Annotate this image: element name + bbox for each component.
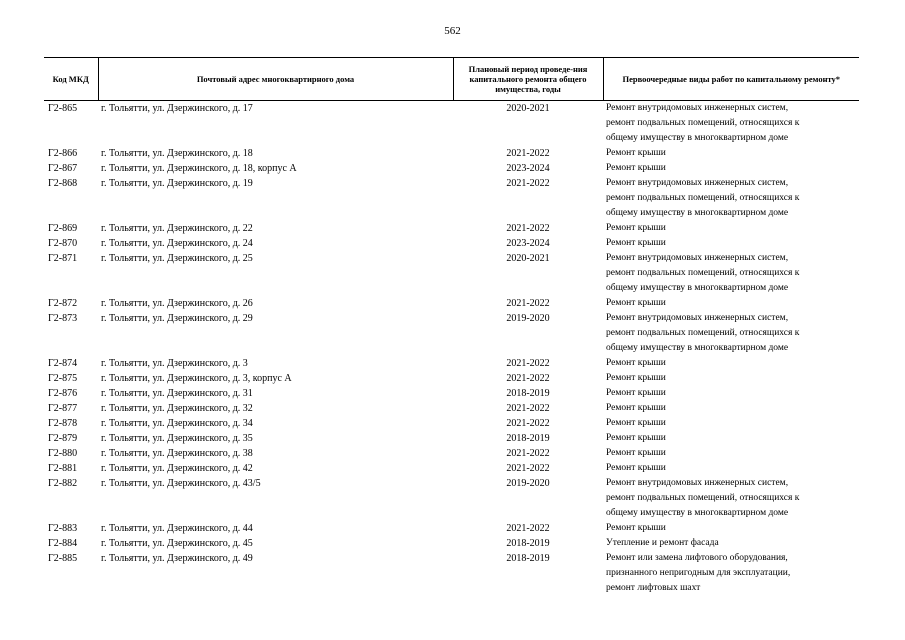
work-line: ремонт подвальных помещений, относящихся к xyxy=(606,118,800,128)
priority-works xyxy=(603,311,859,356)
table-row xyxy=(44,416,859,431)
planned-period: 2023-2024 xyxy=(506,163,550,174)
priority-works xyxy=(603,161,859,176)
planned-period: 2021-2022 xyxy=(506,523,550,534)
planned-period: 2018-2019 xyxy=(506,433,550,444)
planned-period: 2021-2022 xyxy=(506,298,550,309)
table-row xyxy=(44,251,859,296)
work-line: Ремонт крыши xyxy=(606,448,666,458)
table-row xyxy=(44,236,859,251)
planned-period: 2021-2022 xyxy=(506,178,550,189)
mkd-code: Г2-865 xyxy=(48,103,78,114)
mkd-code: Г2-875 xyxy=(48,373,78,384)
table-row xyxy=(44,311,859,356)
table-header-row xyxy=(44,58,859,101)
mkd-code: Г2-867 xyxy=(48,163,78,174)
priority-works xyxy=(603,476,859,521)
mkd-code: Г2-881 xyxy=(48,463,78,474)
postal-address: г. Тольятти, ул. Дзержинского, д. 18, корпус А xyxy=(101,163,297,174)
postal-address: г. Тольятти, ул. Дзержинского, д. 42 xyxy=(101,463,253,474)
priority-works xyxy=(603,536,859,551)
work-line: общему имуществу в многоквартирном доме xyxy=(606,283,789,293)
work-line: ремонт подвальных помещений, относящихся к xyxy=(606,328,800,338)
table-row xyxy=(44,551,859,596)
work-line: Ремонт крыши xyxy=(606,358,666,368)
mkd-code: Г2-871 xyxy=(48,253,78,264)
priority-works xyxy=(603,431,859,446)
mkd-code: Г2-869 xyxy=(48,223,78,234)
mkd-code: Г2-873 xyxy=(48,313,78,324)
priority-works xyxy=(603,236,859,251)
mkd-code: Г2-883 xyxy=(48,523,78,534)
priority-works xyxy=(603,461,859,476)
work-line: признанного непригодным для эксплуатации, xyxy=(606,568,791,578)
planned-period: 2021-2022 xyxy=(506,448,550,459)
priority-works xyxy=(603,551,859,596)
planned-period: 2018-2019 xyxy=(506,553,550,564)
priority-works xyxy=(603,446,859,461)
planned-period: 2021-2022 xyxy=(506,463,550,474)
work-line: Ремонт крыши xyxy=(606,418,666,428)
work-line: Ремонт крыши xyxy=(606,373,666,383)
work-line: Ремонт крыши xyxy=(606,403,666,413)
planned-period: 2021-2022 xyxy=(506,358,550,369)
priority-works xyxy=(603,356,859,371)
work-line: Ремонт крыши xyxy=(606,433,666,443)
work-line: общему имуществу в многоквартирном доме xyxy=(606,343,789,353)
planned-period: 2018-2019 xyxy=(506,538,550,549)
priority-works xyxy=(603,386,859,401)
table-row xyxy=(44,461,859,476)
planned-period: 2020-2021 xyxy=(506,103,550,114)
page-number: 562 xyxy=(444,25,461,37)
planned-period: 2021-2022 xyxy=(506,403,550,414)
mkd-code: Г2-878 xyxy=(48,418,78,429)
header-works: Первоочередные виды работ по капитальному ремонту* xyxy=(603,58,859,101)
planned-period: 2019-2020 xyxy=(506,478,550,489)
postal-address: г. Тольятти, ул. Дзержинского, д. 17 xyxy=(101,103,253,114)
table-row xyxy=(44,386,859,401)
postal-address: г. Тольятти, ул. Дзержинского, д. 19 xyxy=(101,178,253,189)
postal-address: г. Тольятти, ул. Дзержинского, д. 44 xyxy=(101,523,253,534)
planned-period: 2020-2021 xyxy=(506,253,550,264)
postal-address: г. Тольятти, ул. Дзержинского, д. 35 xyxy=(101,433,253,444)
table-row xyxy=(44,431,859,446)
table-row xyxy=(44,371,859,386)
work-line: Ремонт крыши xyxy=(606,163,666,173)
table-row xyxy=(44,101,859,147)
work-line: Ремонт внутридомовых инженерных систем, xyxy=(606,178,789,188)
mkd-code: Г2-877 xyxy=(48,403,78,414)
planned-period: 2023-2024 xyxy=(506,238,550,249)
postal-address: г. Тольятти, ул. Дзержинского, д. 25 xyxy=(101,253,253,264)
table-body xyxy=(44,101,859,597)
work-line: Ремонт внутридомовых инженерных систем, xyxy=(606,313,789,323)
postal-address: г. Тольятти, ул. Дзержинского, д. 43/5 xyxy=(101,478,261,489)
mkd-code: Г2-872 xyxy=(48,298,78,309)
priority-works xyxy=(603,371,859,386)
work-line: ремонт подвальных помещений, относящихся к xyxy=(606,268,800,278)
planned-period: 2021-2022 xyxy=(506,418,550,429)
priority-works xyxy=(603,296,859,311)
work-line: Ремонт крыши xyxy=(606,223,666,233)
table-row xyxy=(44,176,859,221)
mkd-code: Г2-870 xyxy=(48,238,78,249)
postal-address: г. Тольятти, ул. Дзержинского, д. 3 xyxy=(101,358,248,369)
table-row xyxy=(44,446,859,461)
priority-works xyxy=(603,101,859,147)
capital-repair-table xyxy=(44,57,859,596)
mkd-code: Г2-874 xyxy=(48,358,78,369)
mkd-code: Г2-880 xyxy=(48,448,78,459)
postal-address: г. Тольятти, ул. Дзержинского, д. 38 xyxy=(101,448,253,459)
work-line: Утепление и ремонт фасада xyxy=(606,538,719,548)
work-line: ремонт лифтовых шахт xyxy=(606,583,701,593)
work-line: Ремонт крыши xyxy=(606,463,666,473)
postal-address: г. Тольятти, ул. Дзержинского, д. 31 xyxy=(101,388,253,399)
work-line: Ремонт крыши xyxy=(606,298,666,308)
table-row xyxy=(44,521,859,536)
planned-period: 2018-2019 xyxy=(506,388,550,399)
work-line: Ремонт крыши xyxy=(606,388,666,398)
priority-works xyxy=(603,221,859,236)
priority-works xyxy=(603,176,859,221)
mkd-code: Г2-882 xyxy=(48,478,78,489)
work-line: общему имуществу в многоквартирном доме xyxy=(606,508,789,518)
postal-address: г. Тольятти, ул. Дзержинского, д. 18 xyxy=(101,148,253,159)
postal-address: г. Тольятти, ул. Дзержинского, д. 45 xyxy=(101,538,253,549)
header-address: Почтовый адрес многоквартирного дома xyxy=(98,58,453,101)
postal-address: г. Тольятти, ул. Дзержинского, д. 29 xyxy=(101,313,253,324)
work-line: общему имуществу в многоквартирном доме xyxy=(606,208,789,218)
work-line: Ремонт внутридомовых инженерных систем, xyxy=(606,103,789,113)
work-line: ремонт подвальных помещений, относящихся к xyxy=(606,493,800,503)
table-row xyxy=(44,401,859,416)
work-line: Ремонт крыши xyxy=(606,148,666,158)
priority-works xyxy=(603,521,859,536)
table-row xyxy=(44,296,859,311)
work-line: Ремонт крыши xyxy=(606,238,666,248)
postal-address: г. Тольятти, ул. Дзержинского, д. 22 xyxy=(101,223,253,234)
postal-address: г. Тольятти, ул. Дзержинского, д. 49 xyxy=(101,553,253,564)
table-row xyxy=(44,161,859,176)
work-line: Ремонт или замена лифтового оборудования, xyxy=(606,553,788,563)
work-line: Ремонт внутридомовых инженерных систем, xyxy=(606,478,789,488)
header-code: Код МКД xyxy=(44,58,98,101)
work-line: Ремонт внутридомовых инженерных систем, xyxy=(606,253,789,263)
table-row xyxy=(44,476,859,521)
mkd-code: Г2-884 xyxy=(48,538,78,549)
planned-period: 2021-2022 xyxy=(506,223,550,234)
postal-address: г. Тольятти, ул. Дзержинского, д. 24 xyxy=(101,238,253,249)
planned-period: 2019-2020 xyxy=(506,313,550,324)
planned-period: 2021-2022 xyxy=(506,373,550,384)
mkd-code: Г2-885 xyxy=(48,553,78,564)
work-line: ремонт подвальных помещений, относящихся к xyxy=(606,193,800,203)
priority-works xyxy=(603,401,859,416)
table-row xyxy=(44,221,859,236)
priority-works xyxy=(603,251,859,296)
header-period: Плановый период проведе-ния капитального ремонта общего имущества, годы xyxy=(453,58,603,101)
priority-works xyxy=(603,416,859,431)
work-line: общему имуществу в многоквартирном доме xyxy=(606,133,789,143)
mkd-code: Г2-876 xyxy=(48,388,78,399)
mkd-code: Г2-879 xyxy=(48,433,78,444)
postal-address: г. Тольятти, ул. Дзержинского, д. 26 xyxy=(101,298,253,309)
table-row xyxy=(44,536,859,551)
postal-address: г. Тольятти, ул. Дзержинского, д. 3, корпус А xyxy=(101,373,292,384)
mkd-code: Г2-868 xyxy=(48,178,78,189)
table-row xyxy=(44,356,859,371)
postal-address: г. Тольятти, ул. Дзержинского, д. 34 xyxy=(101,418,253,429)
work-line: Ремонт крыши xyxy=(606,523,666,533)
postal-address: г. Тольятти, ул. Дзержинского, д. 32 xyxy=(101,403,253,414)
planned-period: 2021-2022 xyxy=(506,148,550,159)
priority-works xyxy=(603,146,859,161)
mkd-code: Г2-866 xyxy=(48,148,78,159)
table-row xyxy=(44,146,859,161)
